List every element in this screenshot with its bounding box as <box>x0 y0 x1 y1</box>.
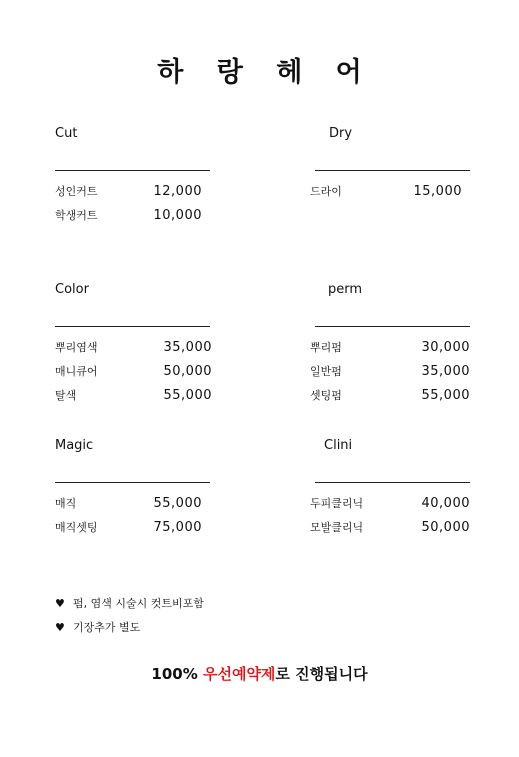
menu-item <box>55 204 210 228</box>
section-divider <box>55 326 210 327</box>
section-heading-color: Color <box>55 282 89 297</box>
section-heading-perm: perm <box>328 282 363 297</box>
item-price: 12,000 <box>153 184 202 199</box>
section-perm <box>310 280 470 403</box>
menu-item <box>55 360 210 384</box>
note-text: 펌, 염색 시술시 컷트비포함 <box>73 597 204 610</box>
menu-item <box>310 180 470 204</box>
menu-item <box>55 516 210 540</box>
menu-item <box>310 516 470 540</box>
menu-item <box>310 360 470 384</box>
item-name: 두피클리닉 <box>310 497 364 510</box>
menu-item <box>55 384 210 408</box>
menu-item <box>55 180 210 204</box>
item-price: 55,000 <box>421 388 470 403</box>
menu-item <box>55 492 210 516</box>
item-price: 10,000 <box>153 208 202 223</box>
menu-item <box>55 336 210 360</box>
section-magic <box>55 436 210 535</box>
item-price: 75,000 <box>153 520 202 535</box>
item-name: 학생커트 <box>55 209 98 222</box>
section-heading-cut: Cut <box>55 126 78 141</box>
item-name: 드라이 <box>310 185 342 198</box>
item-name: 셋팅펌 <box>310 389 342 402</box>
section-heading-clinic: Clini <box>324 438 353 453</box>
item-price: 40,000 <box>421 496 470 511</box>
item-price: 35,000 <box>163 340 212 355</box>
section-divider <box>55 170 210 171</box>
section-divider <box>55 482 210 483</box>
note-item <box>55 616 204 640</box>
section-divider <box>315 170 470 171</box>
item-price: 55,000 <box>163 388 212 403</box>
notice-suffix: 로 진행됩니다 <box>275 665 368 683</box>
item-name: 모발클리닉 <box>310 521 364 534</box>
item-price: 50,000 <box>163 364 212 379</box>
item-price: 15,000 <box>413 184 462 199</box>
item-name: 성인커트 <box>55 185 98 198</box>
menu-item <box>310 336 470 360</box>
item-price: 35,000 <box>421 364 470 379</box>
section-heading-magic: Magic <box>55 438 94 453</box>
section-divider <box>315 482 470 483</box>
section-clinic <box>310 436 470 535</box>
item-price: 50,000 <box>421 520 470 535</box>
menu-item <box>310 492 470 516</box>
item-name: 탈색 <box>55 389 77 402</box>
section-heading-dry: Dry <box>329 126 353 141</box>
item-name: 뿌리펌 <box>310 341 342 354</box>
notice-prefix: 100% <box>151 665 203 683</box>
item-price: 55,000 <box>153 496 202 511</box>
section-color <box>55 280 212 403</box>
note-text: 기장추가 별도 <box>73 621 141 634</box>
heart-icon: ♥ <box>55 597 65 610</box>
reservation-notice <box>0 663 519 684</box>
section-dry <box>310 124 470 199</box>
item-name: 매니큐어 <box>55 365 98 378</box>
item-name: 매직 <box>55 497 77 510</box>
notes-list <box>55 592 204 640</box>
notice-highlight: 우선예약제 <box>202 665 276 683</box>
heart-icon: ♥ <box>55 621 65 634</box>
item-name: 매직셋팅 <box>55 521 98 534</box>
item-price: 30,000 <box>421 340 470 355</box>
item-name: 일반펌 <box>310 365 342 378</box>
note-item <box>55 592 204 616</box>
page-title: 하 랑 헤 어 <box>157 57 374 88</box>
menu-item <box>310 384 470 408</box>
item-name: 뿌리염색 <box>55 341 98 354</box>
section-cut <box>55 124 210 223</box>
section-divider <box>315 326 470 327</box>
